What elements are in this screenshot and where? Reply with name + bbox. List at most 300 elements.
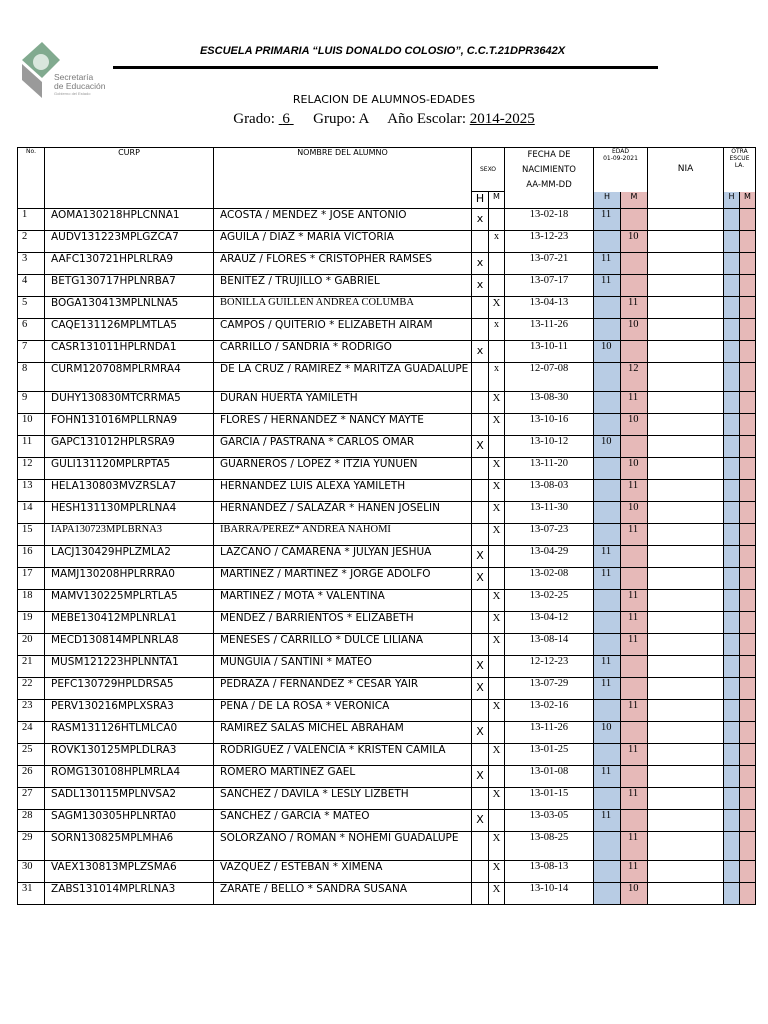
row-fecha: 13-07-21: [505, 253, 594, 275]
row-nia: [648, 634, 724, 656]
row-sexo-h: [472, 458, 489, 480]
row-fecha: 13-08-14: [505, 634, 594, 656]
row-edad-m: 10: [621, 319, 648, 341]
row-otra-h: [724, 634, 740, 656]
row-otra-h: [724, 766, 740, 788]
row-edad-h: [594, 832, 621, 861]
row-sexo-h: [472, 788, 489, 810]
row-curp: CURM120708MPLRMRA4: [45, 363, 214, 392]
row-sexo-m: [489, 341, 505, 363]
row-curp: PERV130216MPLXSRA3: [45, 700, 214, 722]
row-number: 6: [18, 319, 45, 341]
row-edad-m: 12: [621, 363, 648, 392]
row-edad-h: [594, 590, 621, 612]
row-edad-m: [621, 546, 648, 568]
table-row: [18, 634, 756, 656]
row-nia: [648, 414, 724, 436]
grado-label: Grado:: [233, 111, 275, 127]
row-number: 1: [18, 209, 45, 231]
row-otra-m: [740, 524, 756, 546]
edad-m: M: [621, 192, 648, 209]
row-sexo-m: x: [489, 231, 505, 253]
row-sexo-m: x: [489, 319, 505, 341]
header-rule: [113, 66, 658, 69]
row-sexo-m: X: [489, 832, 505, 861]
row-sexo-m: [489, 722, 505, 744]
row-number: 12: [18, 458, 45, 480]
row-sexo-h: x: [472, 253, 489, 275]
table-row: [18, 341, 756, 363]
row-nombre: IBARRA/PEREZ* ANDREA NAHOMI: [214, 524, 472, 546]
row-number: 20: [18, 634, 45, 656]
row-otra-m: [740, 744, 756, 766]
row-edad-h: [594, 231, 621, 253]
row-number: 5: [18, 297, 45, 319]
row-nia: [648, 480, 724, 502]
row-nia: [648, 524, 724, 546]
table-row: [18, 861, 756, 883]
grupo-label: Grupo: A: [313, 111, 369, 127]
row-edad-m: 11: [621, 700, 648, 722]
table-row: [18, 590, 756, 612]
row-otra-h: [724, 590, 740, 612]
row-curp: MAMV130225MPLRTLA5: [45, 590, 214, 612]
row-nombre: PEÑA / DE LA ROSA * VERONICA: [214, 700, 472, 722]
row-sexo-m: X: [489, 414, 505, 436]
table-row: [18, 414, 756, 436]
col-fecha: FECHA DE NACIMIENTO AA-MM-DD: [505, 148, 594, 209]
row-fecha: 13-11-30: [505, 502, 594, 524]
row-nia: [648, 766, 724, 788]
row-otra-m: [740, 722, 756, 744]
row-edad-h: 11: [594, 275, 621, 297]
row-nombre: AGUILA / DIAZ * MARIA VICTORIA: [214, 231, 472, 253]
table-row: [18, 700, 756, 722]
row-sexo-m: X: [489, 744, 505, 766]
row-sexo-h: X: [472, 766, 489, 788]
row-otra-h: [724, 209, 740, 231]
row-edad-m: 11: [621, 634, 648, 656]
row-sexo-m: X: [489, 297, 505, 319]
col-no: No.: [18, 148, 45, 209]
row-otra-h: [724, 700, 740, 722]
row-nia: [648, 722, 724, 744]
row-nia: [648, 392, 724, 414]
table-row: [18, 209, 756, 231]
row-fecha: 13-01-08: [505, 766, 594, 788]
row-nia: [648, 788, 724, 810]
row-sexo-h: [472, 480, 489, 502]
row-number: 4: [18, 275, 45, 297]
row-otra-h: [724, 414, 740, 436]
row-edad-m: [621, 568, 648, 590]
row-number: 13: [18, 480, 45, 502]
row-fecha: 13-03-05: [505, 810, 594, 832]
row-nombre: CARRILLO / SANDRIA * RODRIGO: [214, 341, 472, 363]
row-sexo-m: [489, 568, 505, 590]
row-otra-h: [724, 458, 740, 480]
row-nia: [648, 253, 724, 275]
row-fecha: 13-10-12: [505, 436, 594, 458]
row-otra-m: [740, 788, 756, 810]
row-sexo-m: [489, 766, 505, 788]
row-otra-h: [724, 678, 740, 700]
row-number: 23: [18, 700, 45, 722]
row-nombre: DURAN HUERTA YAMILETH: [214, 392, 472, 414]
row-nombre: VAZQUEZ / ESTEBAN * XIMENA: [214, 861, 472, 883]
row-edad-h: [594, 700, 621, 722]
row-fecha: 13-08-13: [505, 861, 594, 883]
row-fecha: 13-04-13: [505, 297, 594, 319]
table-row: [18, 363, 756, 392]
row-edad-h: 11: [594, 209, 621, 231]
row-nombre: GARCIA / PASTRANA * CARLOS OMAR: [214, 436, 472, 458]
row-number: 31: [18, 883, 45, 905]
row-fecha: 13-08-25: [505, 832, 594, 861]
row-sexo-h: [472, 832, 489, 861]
row-edad-m: [621, 275, 648, 297]
col-nombre: NOMBRE DEL ALUMNO: [214, 148, 472, 209]
row-otra-m: [740, 458, 756, 480]
row-curp: VAEX130813MPLZSMA6: [45, 861, 214, 883]
row-fecha: 13-10-11: [505, 341, 594, 363]
row-nia: [648, 231, 724, 253]
row-sexo-h: [472, 634, 489, 656]
row-number: 17: [18, 568, 45, 590]
row-otra-h: [724, 744, 740, 766]
row-number: 22: [18, 678, 45, 700]
row-edad-h: 11: [594, 810, 621, 832]
row-sexo-m: [489, 810, 505, 832]
row-sexo-m: X: [489, 788, 505, 810]
row-nia: [648, 656, 724, 678]
row-nombre: MENESES / CARRILLO * DULCE LILIANA: [214, 634, 472, 656]
row-sexo-h: [472, 524, 489, 546]
row-sexo-m: X: [489, 634, 505, 656]
row-nombre: PEDRAZA / FERNANDEZ * CESAR YAIR: [214, 678, 472, 700]
row-edad-m: 10: [621, 231, 648, 253]
row-fecha: 13-12-23: [505, 231, 594, 253]
row-otra-h: [724, 341, 740, 363]
row-otra-h: [724, 883, 740, 905]
row-nia: [648, 883, 724, 905]
table-row: [18, 480, 756, 502]
col-otra-escuela: OTRA ESCUE LA.: [724, 148, 756, 192]
row-sexo-h: [472, 297, 489, 319]
col-sexo: SEXO: [472, 148, 505, 192]
row-nombre: ARAUZ / FLORES * CRISTOPHER RAMSES: [214, 253, 472, 275]
row-edad-h: 11: [594, 546, 621, 568]
row-curp: AOMA130218HPLCNNA1: [45, 209, 214, 231]
row-edad-m: 11: [621, 612, 648, 634]
row-sexo-m: [489, 275, 505, 297]
sexo-m: M: [489, 192, 505, 209]
row-edad-m: 11: [621, 297, 648, 319]
table-row: [18, 766, 756, 788]
row-number: 16: [18, 546, 45, 568]
row-edad-h: 11: [594, 568, 621, 590]
row-otra-m: [740, 297, 756, 319]
row-number: 26: [18, 766, 45, 788]
row-edad-m: 11: [621, 832, 648, 861]
row-edad-h: 10: [594, 436, 621, 458]
row-otra-m: [740, 363, 756, 392]
row-fecha: 13-11-26: [505, 722, 594, 744]
row-fecha: 13-11-26: [505, 319, 594, 341]
row-otra-h: [724, 253, 740, 275]
row-nia: [648, 546, 724, 568]
row-nombre: GUARNEROS / LOPEZ * ITZIA YUNUEN: [214, 458, 472, 480]
row-sexo-h: x: [472, 209, 489, 231]
row-fecha: 13-08-30: [505, 392, 594, 414]
row-sexo-h: X: [472, 722, 489, 744]
row-sexo-m: X: [489, 480, 505, 502]
table-row: [18, 788, 756, 810]
row-nia: [648, 832, 724, 861]
row-curp: BETG130717HPLNRBA7: [45, 275, 214, 297]
row-edad-h: [594, 861, 621, 883]
row-nia: [648, 341, 724, 363]
row-otra-h: [724, 231, 740, 253]
row-fecha: 13-07-29: [505, 678, 594, 700]
row-edad-m: 11: [621, 524, 648, 546]
row-fecha: 13-01-15: [505, 788, 594, 810]
row-nia: [648, 568, 724, 590]
row-edad-h: [594, 612, 621, 634]
row-nia: [648, 612, 724, 634]
row-edad-m: 10: [621, 502, 648, 524]
row-otra-m: [740, 341, 756, 363]
row-number: 10: [18, 414, 45, 436]
row-curp: CASR131011HPLRNDA1: [45, 341, 214, 363]
row-nombre: SANCHEZ / DAVILA * LESLY LIZBETH: [214, 788, 472, 810]
row-sexo-m: [489, 436, 505, 458]
row-edad-m: [621, 678, 648, 700]
row-sexo-h: X: [472, 678, 489, 700]
anio-label: Año Escolar:: [387, 111, 466, 127]
row-fecha: 13-10-14: [505, 883, 594, 905]
row-curp: GULI131120MPLRPTA5: [45, 458, 214, 480]
row-fecha: 13-07-17: [505, 275, 594, 297]
row-sexo-m: X: [489, 861, 505, 883]
row-otra-m: [740, 568, 756, 590]
row-edad-h: 11: [594, 678, 621, 700]
row-fecha: 13-04-29: [505, 546, 594, 568]
row-otra-m: [740, 700, 756, 722]
row-number: 30: [18, 861, 45, 883]
row-sexo-m: X: [489, 700, 505, 722]
table-row: [18, 392, 756, 414]
row-edad-h: [594, 458, 621, 480]
row-nia: [648, 297, 724, 319]
row-sexo-h: X: [472, 568, 489, 590]
row-nombre: SANCHEZ / GARCIA * MATEO: [214, 810, 472, 832]
row-otra-h: [724, 546, 740, 568]
row-number: 25: [18, 744, 45, 766]
row-nia: [648, 678, 724, 700]
row-nia: [648, 502, 724, 524]
row-edad-h: 11: [594, 766, 621, 788]
row-edad-m: [621, 436, 648, 458]
table-row: [18, 458, 756, 480]
row-fecha: 13-11-20: [505, 458, 594, 480]
row-curp: PEFC130729HPLDRSA5: [45, 678, 214, 700]
table-row: [18, 546, 756, 568]
row-fecha: 12-12-23: [505, 656, 594, 678]
row-edad-h: [594, 634, 621, 656]
row-edad-m: 11: [621, 744, 648, 766]
row-otra-h: [724, 612, 740, 634]
row-nombre: MUNGUIA / SANTINI * MATEO: [214, 656, 472, 678]
row-otra-h: [724, 480, 740, 502]
row-curp: AUDV131223MPLGZCA7: [45, 231, 214, 253]
row-number: 19: [18, 612, 45, 634]
row-nombre: ZARATE / BELLO * SANDRA SUSANA: [214, 883, 472, 905]
row-sexo-m: [489, 656, 505, 678]
row-nia: [648, 861, 724, 883]
row-edad-m: 10: [621, 458, 648, 480]
row-sexo-h: x: [472, 275, 489, 297]
row-otra-m: [740, 883, 756, 905]
row-sexo-h: [472, 392, 489, 414]
row-edad-h: [594, 363, 621, 392]
table-row: [18, 678, 756, 700]
row-number: 2: [18, 231, 45, 253]
row-number: 24: [18, 722, 45, 744]
table-row: [18, 297, 756, 319]
table-row: [18, 883, 756, 905]
row-sexo-h: [472, 612, 489, 634]
row-number: 3: [18, 253, 45, 275]
row-nombre: MARTINEZ / MOTA * VALENTINA: [214, 590, 472, 612]
row-otra-m: [740, 231, 756, 253]
row-curp: HESH131130MPLRLNA4: [45, 502, 214, 524]
row-nombre: ACOSTA / MENDEZ * JOSE ANTONIO: [214, 209, 472, 231]
sexo-h: H: [472, 192, 489, 209]
row-curp: MEBE130412MPLNRLA1: [45, 612, 214, 634]
row-nombre: SOLORZANO / ROMAN * NOHEMI GUADALUPE: [214, 832, 472, 861]
row-sexo-m: X: [489, 524, 505, 546]
row-nombre: BONILLA GUILLEN ANDREA COLUMBA: [214, 297, 472, 319]
row-nombre: MENDEZ / BARRIENTOS * ELIZABETH: [214, 612, 472, 634]
row-edad-h: 10: [594, 722, 621, 744]
row-nombre: HERNANDEZ LUIS ALEXA YAMILETH: [214, 480, 472, 502]
row-edad-h: [594, 319, 621, 341]
row-edad-m: 11: [621, 861, 648, 883]
row-curp: BOGA130413MPLNLNA5: [45, 297, 214, 319]
row-curp: ZABS131014MPLRLNA3: [45, 883, 214, 905]
row-sexo-m: X: [489, 502, 505, 524]
row-sexo-h: [472, 319, 489, 341]
row-sexo-m: x: [489, 363, 505, 392]
row-edad-m: [621, 810, 648, 832]
row-edad-m: 10: [621, 883, 648, 905]
row-otra-m: [740, 766, 756, 788]
row-nia: [648, 744, 724, 766]
row-curp: GAPC131012HPLRSRA9: [45, 436, 214, 458]
row-sexo-h: [472, 590, 489, 612]
logo-text: Secretaría de Educación Gobierno del Estado: [54, 72, 106, 96]
row-nia: [648, 319, 724, 341]
row-nombre: DE LA CRUZ / RAMIREZ * MARITZA GUADALUPE: [214, 363, 472, 392]
row-edad-h: 11: [594, 253, 621, 275]
row-number: 15: [18, 524, 45, 546]
row-otra-h: [724, 275, 740, 297]
row-edad-h: [594, 480, 621, 502]
table-row: [18, 253, 756, 275]
row-edad-m: 11: [621, 590, 648, 612]
row-edad-h: 11: [594, 656, 621, 678]
row-edad-h: [594, 392, 621, 414]
row-sexo-m: [489, 253, 505, 275]
row-curp: ROMG130108HPLMRLA4: [45, 766, 214, 788]
otra-h: H: [724, 192, 740, 209]
table-row: [18, 319, 756, 341]
row-nombre: RAMIREZ SALAS MICHEL ABRAHAM: [214, 722, 472, 744]
row-curp: MAMJ130208HPLRRRA0: [45, 568, 214, 590]
row-fecha: 13-10-16: [505, 414, 594, 436]
row-nia: [648, 209, 724, 231]
row-nombre: HERNANDEZ / SALAZAR * HANEN JOSELIN: [214, 502, 472, 524]
row-curp: AAFC130721HPLRLRA9: [45, 253, 214, 275]
anio-value: 2014-2025: [469, 111, 535, 127]
row-edad-m: 11: [621, 480, 648, 502]
row-otra-h: [724, 861, 740, 883]
row-number: 14: [18, 502, 45, 524]
row-nombre: FLORES / HERNANDEZ * NANCY MAYTE: [214, 414, 472, 436]
row-sexo-h: [472, 744, 489, 766]
table-row: [18, 502, 756, 524]
row-curp: SAGM130305HPLNRTA0: [45, 810, 214, 832]
row-fecha: 13-01-25: [505, 744, 594, 766]
students-table: [17, 147, 756, 905]
row-edad-h: [594, 297, 621, 319]
row-edad-h: [594, 788, 621, 810]
row-curp: ROVK130125MPLDLRA3: [45, 744, 214, 766]
row-nombre: MARTINEZ / MARTINEZ * JORGE ADOLFO: [214, 568, 472, 590]
grado-value: 6: [282, 111, 290, 127]
row-curp: RASM131126HTLMLCA0: [45, 722, 214, 744]
row-nombre: RODRIGUEZ / VALENCIA * KRISTEN CAMILA: [214, 744, 472, 766]
row-sexo-h: x: [472, 341, 489, 363]
table-row: [18, 656, 756, 678]
row-otra-m: [740, 590, 756, 612]
row-otra-m: [740, 253, 756, 275]
row-otra-m: [740, 414, 756, 436]
row-otra-m: [740, 861, 756, 883]
row-nombre: ROMERO MARTINEZ GAEL: [214, 766, 472, 788]
row-otra-m: [740, 436, 756, 458]
row-sexo-m: [489, 678, 505, 700]
row-otra-m: [740, 678, 756, 700]
row-number: 21: [18, 656, 45, 678]
row-number: 27: [18, 788, 45, 810]
row-sexo-h: [472, 700, 489, 722]
row-fecha: 13-08-03: [505, 480, 594, 502]
col-edad: EDAD 01-09-2021: [594, 148, 648, 192]
row-fecha: 13-02-16: [505, 700, 594, 722]
row-fecha: 13-02-08: [505, 568, 594, 590]
row-sexo-h: X: [472, 436, 489, 458]
row-nia: [648, 810, 724, 832]
row-otra-h: [724, 524, 740, 546]
row-nia: [648, 363, 724, 392]
row-curp: CAQE131126MPLMTLA5: [45, 319, 214, 341]
row-sexo-h: [472, 414, 489, 436]
table-row: [18, 436, 756, 458]
row-curp: FOHN131016MPLLRNA9: [45, 414, 214, 436]
row-curp: HELA130803MVZRSLA7: [45, 480, 214, 502]
